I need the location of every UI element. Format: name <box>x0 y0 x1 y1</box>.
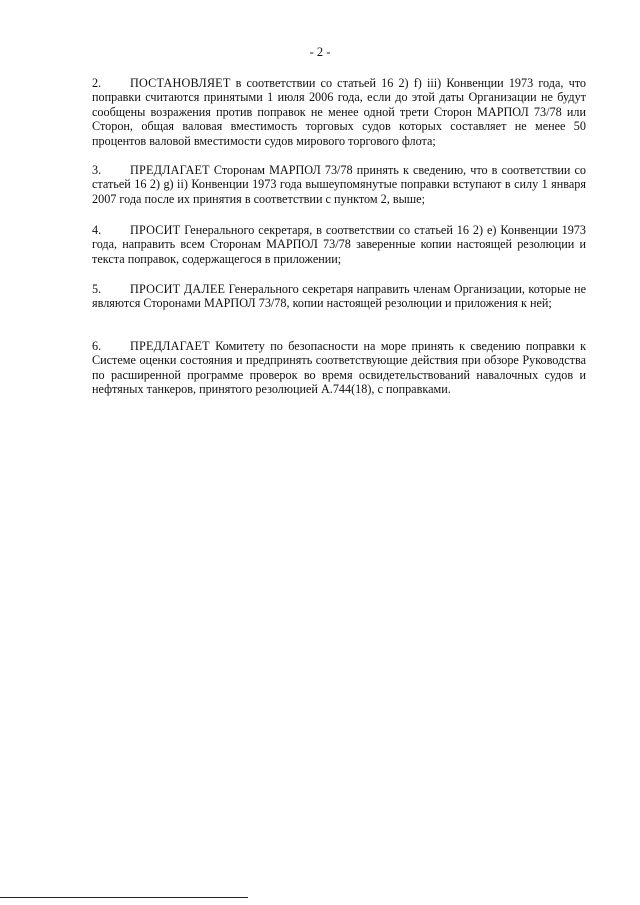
paragraph-number: 5. <box>92 282 102 296</box>
paragraph-number: 2. <box>92 76 102 90</box>
paragraph-6 <box>92 339 586 397</box>
paragraph-operative-verb: ПРОСИТ ДАЛЕЕ <box>130 282 226 296</box>
paragraph-operative-verb: ПРОСИТ <box>130 223 181 237</box>
paragraph-number: 6. <box>92 339 102 353</box>
paragraph-operative-verb: ПРЕДЛАГАЕТ <box>130 339 210 353</box>
paragraph-text: в соответствии со статьей 16 2) f) iii) Конвенции 1973 года, что поправки считаются принятыми 1 июля 2006 года, если до этой даты Организации не будут сообщены возражения против поправок не менее одной трети Сторон МАРПОЛ 73/78 или Сторон, общая валовая вместимость торговых судов которых составляет не менее 50 процентов валовой вместимости судов мирового торгового флота; <box>92 76 586 148</box>
paragraph-text: Генерального секретаря, в соответствии со статьей 16 2) e) Конвенции 1973 года, направить всем Сторонам МАРПОЛ 73/78 заверенные копии настоящей резолюции и текста поправок, содержащегося в приложении; <box>92 223 586 266</box>
paragraph-3 <box>92 163 586 206</box>
paragraph-operative-verb: ПРЕДЛАГАЕТ <box>130 163 210 177</box>
paragraph-2 <box>92 76 586 148</box>
page-number: - 2 - <box>309 45 331 59</box>
paragraph-text: Комитету по безопасности на море принять к сведению поправки к Системе оценки состояния и предпринять соответствующие действия при обзоре Руководства по расширенной программе проверок во время освидетельствований навалочных судов и нефтяных танкеров, принятого резолюцией А.744(18), с поправками. <box>92 339 586 397</box>
paragraph-4 <box>92 223 586 266</box>
paragraph-number: 4. <box>92 223 102 237</box>
paragraph-text: Генерального секретаря направить членам Организации, которые не являются Сторонами МАРПОЛ 73/78, копии настоящей резолюции и приложения к ней; <box>92 282 586 311</box>
paragraph-text: Сторонам МАРПОЛ 73/78 принять к сведению, что в соответствии со статьей 16 2) g) ii) Конвенции 1973 года вышеупомянутые поправки вступают в силу 1 января 2007 года после их принятия в соответствии с пунктом 2, выше; <box>92 163 586 206</box>
footer-rule <box>0 897 248 898</box>
paragraph-operative-verb: ПОСТАНОВЛЯЕТ <box>130 76 231 90</box>
paragraph-number: 3. <box>92 163 102 177</box>
paragraph-5 <box>92 282 586 311</box>
